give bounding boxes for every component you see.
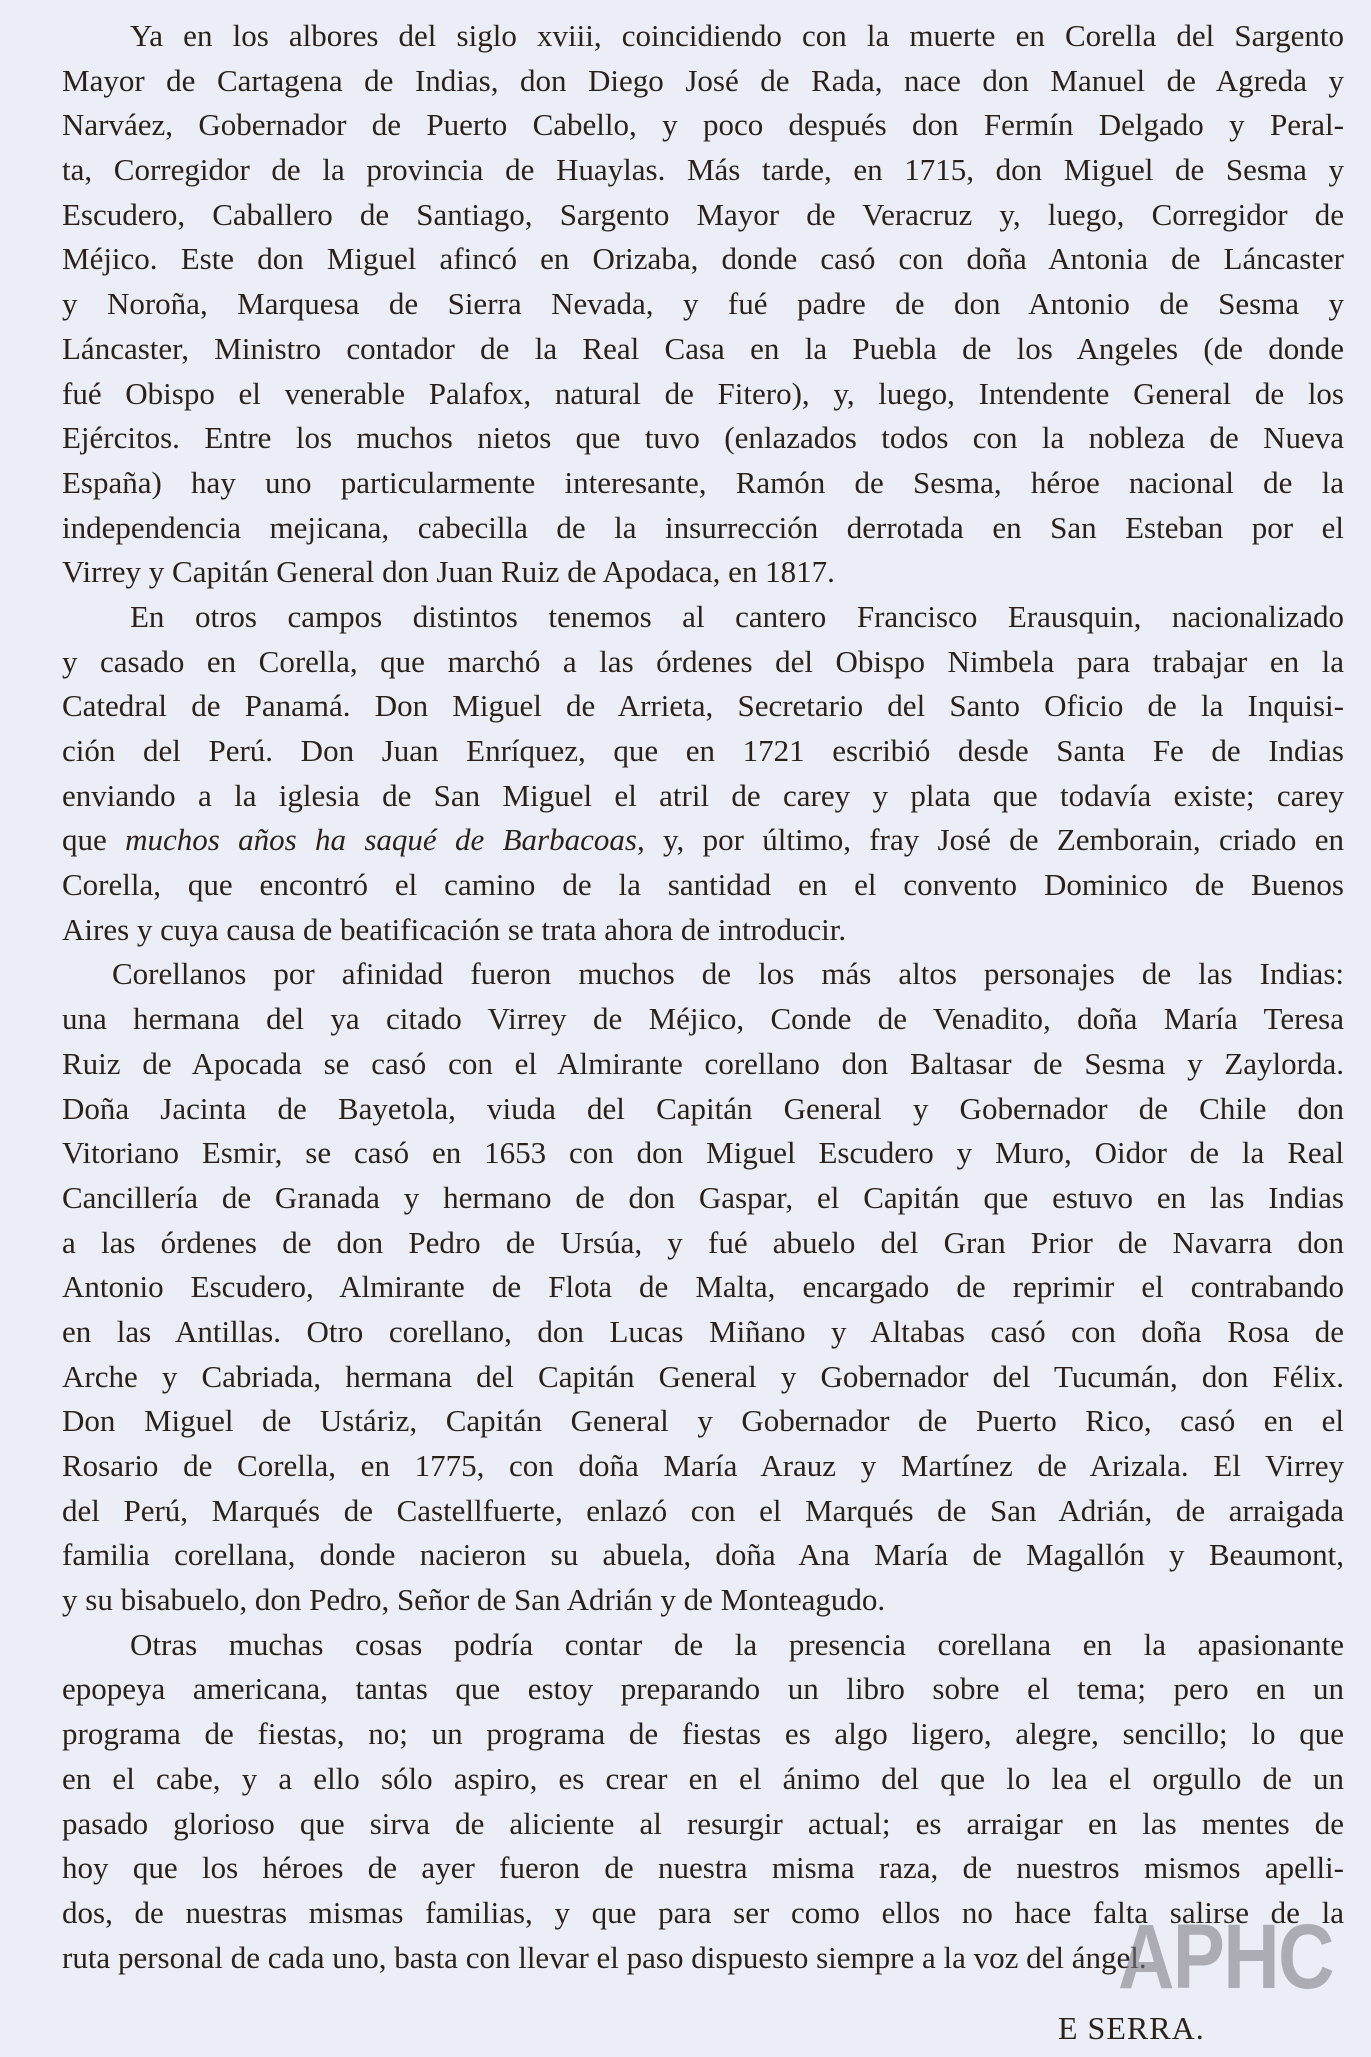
text-line: una hermana del ya citado Virrey de Méjico, Conde de Venadito, doña María Teresa [62, 1001, 1344, 1037]
text-line: En otros campos distintos tenemos al cantero Francisco Erausquin, nacionalizado [130, 598, 1344, 634]
text-line: Cancillería de Granada y hermano de don Gaspar, el Capitán que estuvo en las Indias [62, 1179, 1344, 1215]
text-line: Corellanos por afinidad fueron muchos de los más altos personajes de las Indias: [112, 956, 1344, 992]
author-signature: E SERRA. [1058, 2010, 1205, 2046]
text-line: ción del Perú. Don Juan Enríquez, que en 1721 escribió desde Santa Fe de Indias [62, 733, 1344, 768]
text-line: Arche y Cabriada, hermana del Capitán General y Gobernador del Tucumán, don Félix. [62, 1358, 1344, 1394]
text-line: Ya en los albores del siglo xviii, coincidiendo con la muerte en Corella del Sargento [130, 18, 1344, 53]
text-line: y casado en Corella, que marchó a las órdenes del Obispo Nimbela para trabajar en la [62, 643, 1344, 679]
text-line: del Perú, Marqués de Castellfuerte, enlazó con el Marqués de San Adrián, de arraigada [62, 1492, 1344, 1528]
text-line: Mayor de Cartagena de Indias, don Diego José de Rada, nace don Manuel de Agreda y [62, 62, 1344, 98]
text-line: Escudero, Caballero de Santiago, Sargento Mayor de Veracruz y, luego, Corregidor de [62, 196, 1344, 232]
article-body [62, 14, 1344, 1980]
text-line: Méjico. Este don Miguel afincó en Orizaba, donde casó con doña Antonia de Láncaster [62, 241, 1344, 277]
text-line: hoy que los héroes de ayer fueron de nuestra misma raza, de nuestros mismos apelli- [62, 1850, 1344, 1886]
paragraph [62, 595, 1344, 953]
text-line: Vitoriano Esmir, se casó en 1653 con don Miguel Escudero y Muro, Oidor de la Real [62, 1135, 1344, 1171]
text-line [62, 818, 1344, 863]
text-line: Ruiz de Apocada se casó con el Almirante corellano don Baltasar de Sesma y Zaylorda. [62, 1045, 1344, 1081]
text-line: y Noroña, Marquesa de Sierra Nevada, y fué padre de don Antonio de Sesma y [62, 286, 1344, 322]
text-segment: , y, por último, fray José de Zemborain, criado en [636, 822, 1344, 858]
text-line: programa de fiestas, no; un programa de fiestas es algo ligero, alegre, sencillo; lo que [62, 1716, 1344, 1752]
text-line: Rosario de Corella, en 1775, con doña María Arauz y Martínez de Arizala. El Virrey [62, 1448, 1344, 1483]
text-line: Narváez, Gobernador de Puerto Cabello, y poco después don Fermín Delgado y Peral- [62, 107, 1344, 143]
text-line: independencia mejicana, cabecilla de la insurrección derrotada en San Esteban por el [62, 509, 1344, 545]
text-line: ta, Corregidor de la provincia de Huaylas. Más tarde, en 1715, don Miguel de Sesma y [62, 152, 1344, 188]
text-line: España) hay uno particularmente interesante, Ramón de Sesma, héroe nacional de la [62, 464, 1344, 500]
text-line: a las órdenes de don Pedro de Ursúa, y fué abuelo del Gran Prior de Navarra don [62, 1224, 1344, 1260]
text-line: dos, de nuestras mismas familias, y que para ser como ellos no hace falta salirse de la [62, 1894, 1344, 1930]
text-line: ruta personal de cada uno, basta con llevar el paso dispuesto siempre a la voz del ángel. [62, 1939, 1147, 1975]
watermark-logo: APHC [1118, 1906, 1333, 2008]
text-segment: que [62, 822, 126, 858]
text-line: Láncaster, Ministro contador de la Real Casa en la Puebla de los Angeles (de donde [62, 330, 1344, 366]
text-line: Corella, que encontró el camino de la santidad en el convento Dominico de Buenos [62, 867, 1344, 903]
text-line: Virrey y Capitán General don Juan Ruiz de Apodaca, en 1817. [62, 554, 835, 590]
text-line: Antonio Escudero, Almirante de Flota de Malta, encargado de reprimir el contrabando [62, 1269, 1344, 1305]
text-line: Otras muchas cosas podría contar de la presencia corellana en la apasionante [130, 1626, 1344, 1662]
italic-quote: muchos años ha saqué de Barbacoas [125, 822, 637, 858]
paragraph [62, 952, 1344, 1622]
text-line: en las Antillas. Otro corellano, don Lucas Miñano y Altabas casó con doña Rosa de [62, 1313, 1344, 1349]
text-line: fué Obispo el venerable Palafox, natural de Fitero), y, luego, Intendente General de los [62, 375, 1344, 411]
text-line: Don Miguel de Ustáriz, Capitán General y Gobernador de Puerto Rico, casó en el [62, 1403, 1344, 1439]
paragraph [62, 14, 1344, 595]
text-line: Doña Jacinta de Bayetola, viuda del Capitán General y Gobernador de Chile don [62, 1090, 1344, 1126]
text-line: Catedral de Panamá. Don Miguel de Arrieta, Secretario del Santo Oficio de la Inquisi- [62, 688, 1344, 724]
text-line: pasado glorioso que sirva de aliciente al resurgir actual; es arraigar en las mentes de [62, 1805, 1344, 1841]
text-line: y su bisabuelo, don Pedro, Señor de San Adrián y de Monteagudo. [62, 1582, 886, 1618]
text-line: en el cabe, y a ello sólo aspiro, es crear en el ánimo del que lo lea el orgullo de un [62, 1760, 1344, 1796]
text-line: enviando a la iglesia de San Miguel el atril de carey y plata que todavía existe; carey [62, 777, 1344, 813]
text-line: familia corellana, donde nacieron su abuela, doña Ana María de Magallón y Beaumont, [62, 1537, 1344, 1573]
text-line: epopeya americana, tantas que estoy preparando un libro sobre el tema; pero en un [62, 1671, 1344, 1707]
text-line: Ejércitos. Entre los muchos nietos que tuvo (enlazados todos con la nobleza de Nueva [62, 420, 1344, 456]
text-line: Aires y cuya causa de beatificación se trata ahora de introducir. [62, 911, 847, 947]
